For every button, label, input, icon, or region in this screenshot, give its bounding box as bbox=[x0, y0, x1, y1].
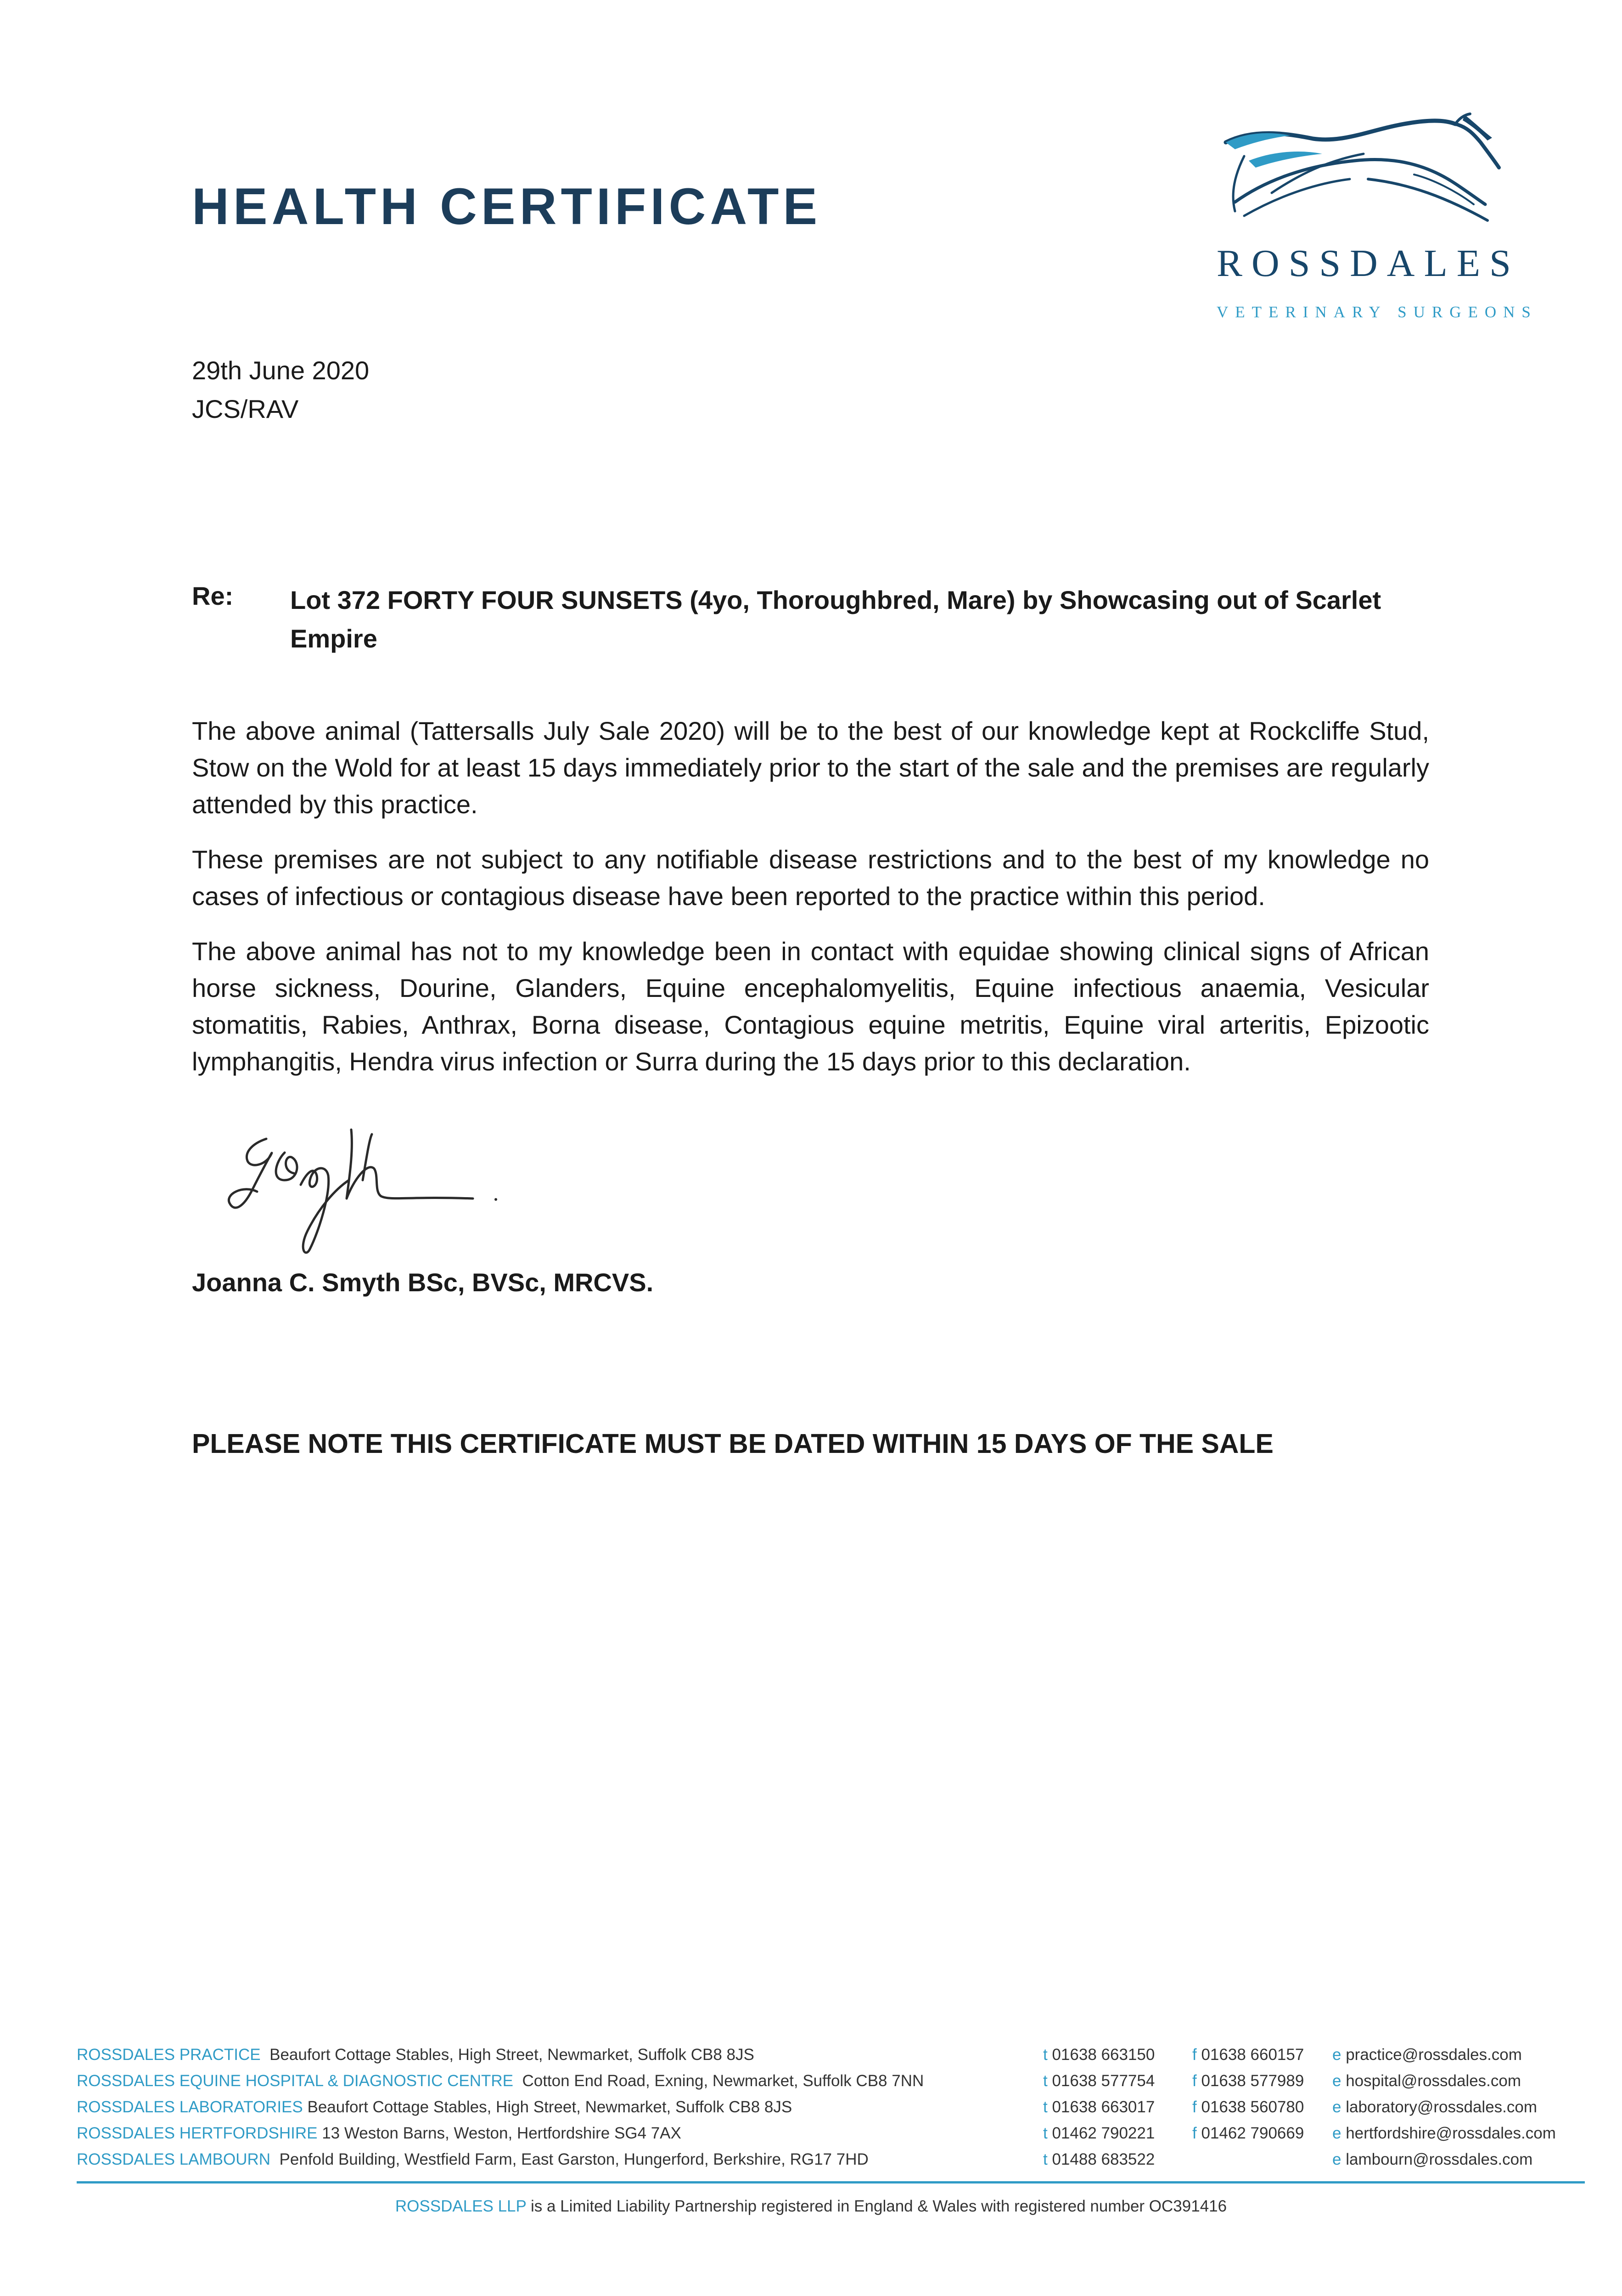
email-label: e bbox=[1332, 2098, 1341, 2116]
footer-contacts bbox=[77, 2046, 1555, 2177]
branch-address: 13 Weston Barns, Weston, Hertfordshire SG4 7AX bbox=[322, 2124, 681, 2142]
branch-fax: 01462 790669 bbox=[1201, 2124, 1304, 2142]
branch-phone: 01638 663017 bbox=[1052, 2098, 1155, 2116]
re-label: Re: bbox=[192, 581, 234, 610]
branch-name: ROSSDALES EQUINE HOSPITAL & DIAGNOSTIC CENTRE bbox=[77, 2072, 514, 2090]
rossdales-logo bbox=[1217, 110, 1538, 331]
document-title: HEALTH CERTIFICATE bbox=[192, 178, 822, 235]
branch-email[interactable]: hospital@rossdales.com bbox=[1346, 2072, 1521, 2090]
branch-name: ROSSDALES PRACTICE bbox=[77, 2046, 261, 2064]
branch-email[interactable]: laboratory@rossdales.com bbox=[1346, 2098, 1538, 2116]
footer-divider bbox=[77, 2181, 1585, 2183]
letter-date: 29th June 2020 bbox=[192, 356, 370, 385]
branch-fax: 01638 560780 bbox=[1201, 2098, 1304, 2116]
branch-address: Beaufort Cottage Stables, High Street, Newmarket, Suffolk CB8 8JS bbox=[269, 2046, 754, 2064]
fax-label: f bbox=[1192, 2124, 1197, 2142]
letter-reference: JCS/RAV bbox=[192, 394, 299, 423]
phone-label: t bbox=[1043, 2150, 1048, 2168]
branch-name: ROSSDALES LAMBOURN bbox=[77, 2150, 271, 2168]
body-paragraph: The above animal (Tattersalls July Sale 2020) will be to the best of our knowledge kept at Rockcliffe Stud, Stow on the Wold for at least 15 days immediately prior to the start of the sale and the premises are regularly attended by this practice. bbox=[192, 716, 1429, 819]
llp-text: is a Limited Liability Partnership registered in England & Wales with registered number OC391416 bbox=[530, 2197, 1227, 2215]
body-paragraph: These premises are not subject to any notifiable disease restrictions and to the best of my knowledge no cases of infectious or contagious disease have been reported to the practice within this period. bbox=[192, 845, 1429, 911]
footer-row bbox=[77, 2046, 1555, 2072]
footer-row bbox=[77, 2072, 1555, 2098]
galloping-horse-icon bbox=[1217, 110, 1510, 239]
footer-row bbox=[77, 2150, 1555, 2177]
certificate-body bbox=[192, 713, 1429, 1098]
logo-wordmark: ROSSDALES bbox=[1217, 242, 1520, 285]
fax-label: f bbox=[1192, 2046, 1197, 2064]
branch-email[interactable]: hertfordshire@rossdales.com bbox=[1346, 2124, 1556, 2142]
re-subject: Lot 372 FORTY FOUR SUNSETS (4yo, Thoroughbred, Mare) by Showcasing out of Scarlet Empire bbox=[290, 585, 1381, 653]
fax-label: f bbox=[1192, 2098, 1197, 2116]
email-label: e bbox=[1332, 2046, 1341, 2064]
email-label: e bbox=[1332, 2072, 1341, 2090]
body-paragraph: The above animal has not to my knowledge been in contact with equidae showing clinical signs of African horse sickness, Dourine, Glanders, Equine encephalomyelitis, Equine infectious anaemia, Vesicular stomatitis, Rabies, Anthrax, Borna disease, Contagious equine metritis, Equine viral arteritis, Epizootic lymphangitis, Hendra virus infection or Surra during the 15 days prior to this declaration. bbox=[192, 937, 1429, 1076]
branch-email[interactable]: lambourn@rossdales.com bbox=[1346, 2150, 1533, 2168]
email-label: e bbox=[1332, 2124, 1341, 2142]
branch-phone: 01462 790221 bbox=[1052, 2124, 1155, 2142]
branch-name: ROSSDALES HERTFORDSHIRE bbox=[77, 2124, 318, 2142]
branch-phone: 01638 663150 bbox=[1052, 2046, 1155, 2064]
branch-address: Cotton End Road, Exning, Newmarket, Suffolk CB8 7NN bbox=[522, 2072, 924, 2090]
llp-name: ROSSDALES LLP bbox=[395, 2197, 527, 2215]
phone-label: t bbox=[1043, 2124, 1048, 2142]
branch-address: Beaufort Cottage Stables, High Street, Newmarket, Suffolk CB8 8JS bbox=[307, 2098, 792, 2116]
phone-label: t bbox=[1043, 2046, 1048, 2064]
branch-phone: 01488 683522 bbox=[1052, 2150, 1155, 2168]
branch-email[interactable]: practice@rossdales.com bbox=[1346, 2046, 1522, 2064]
signer-name: Joanna C. Smyth BSc, BVSc, MRCVS. bbox=[192, 1268, 654, 1297]
handwritten-signature bbox=[216, 1111, 510, 1258]
phone-label: t bbox=[1043, 2072, 1048, 2090]
phone-label: t bbox=[1043, 2098, 1048, 2116]
branch-fax: 01638 577989 bbox=[1201, 2072, 1304, 2090]
sale-notice: PLEASE NOTE THIS CERTIFICATE MUST BE DATED WITHIN 15 DAYS OF THE SALE bbox=[192, 1429, 1274, 1459]
footer-row bbox=[77, 2124, 1555, 2150]
fax-label: f bbox=[1192, 2072, 1197, 2090]
branch-address: Penfold Building, Westfield Farm, East Garston, Hungerford, Berkshire, RG17 7HD bbox=[279, 2150, 869, 2168]
date-block bbox=[192, 351, 369, 428]
branch-phone: 01638 577754 bbox=[1052, 2072, 1155, 2090]
footer-row bbox=[77, 2098, 1555, 2124]
branch-fax: 01638 660157 bbox=[1201, 2046, 1304, 2064]
email-label: e bbox=[1332, 2150, 1341, 2168]
llp-registration bbox=[0, 2197, 1622, 2216]
logo-tagline: VETERINARY SURGEONS bbox=[1217, 303, 1538, 321]
branch-name: ROSSDALES LABORATORIES bbox=[77, 2098, 303, 2116]
